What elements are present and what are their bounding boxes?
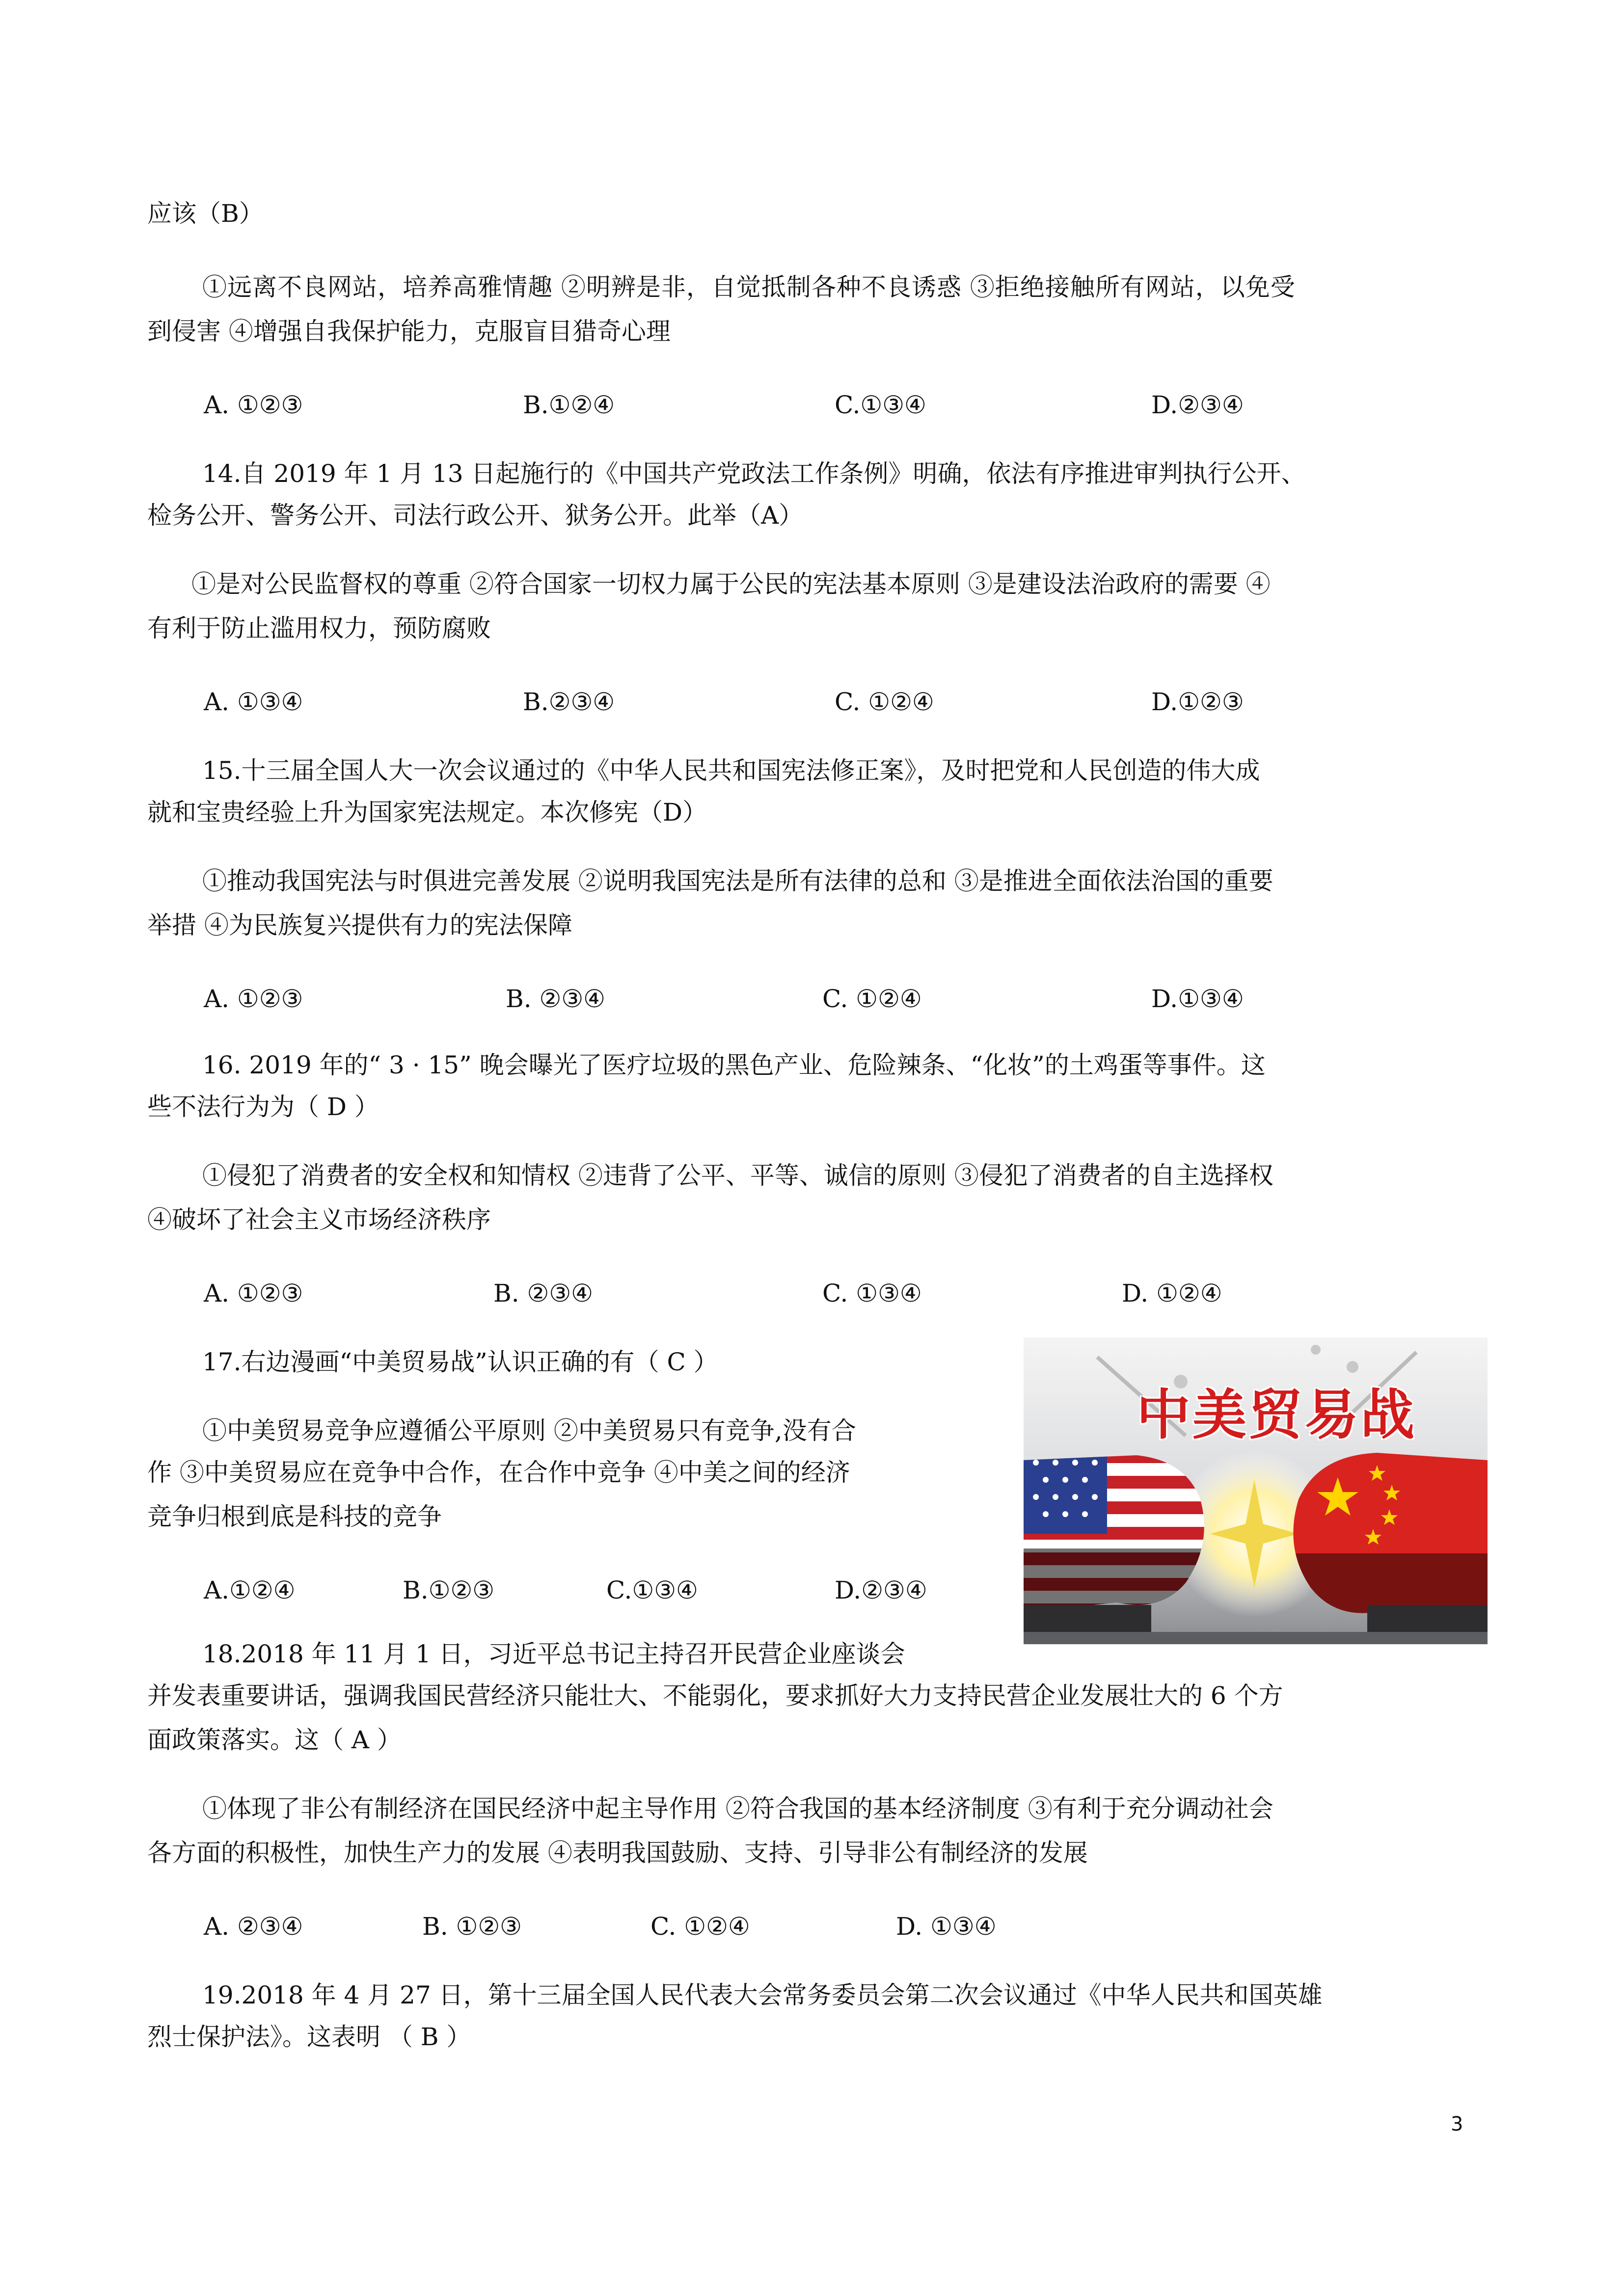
q17-statements-line1: ①中美贸易竞争应遵循公平原则 ②中美贸易只有竞争,没有合 — [202, 1416, 856, 1445]
q16-stem-line1: 16. 2019 年的“ 3 · 15” 晚会曝光了医疗垃圾的黑色产业、危险辣条、“化妆”的土鸡蛋等事件。这 — [202, 1051, 1266, 1079]
q17-option-b: B.①②③ — [403, 1576, 495, 1604]
q19-stem-line1: 19.2018 年 4 月 27 日，第十三届全国人民代表大会常务委员会第二次会议通过《中华人民共和国英雄 — [202, 1981, 1323, 2009]
q18-statements-line1: ①体现了非公有制经济在国民经济中起主导作用 ②符合我国的基本经济制度 ③有利于充分调动社会 — [202, 1794, 1273, 1823]
q13-option-b: B.①②④ — [523, 391, 615, 419]
q17-option-c: C.①③④ — [606, 1576, 698, 1604]
q15-option-c: C. ①②④ — [822, 985, 922, 1013]
q16-option-d: D. ①②④ — [1122, 1279, 1222, 1308]
q15-statements-line1: ①推动我国宪法与时俱进完善发展 ②说明我国宪法是所有法律的总和 ③是推进全面依法治国的重要 — [202, 867, 1273, 895]
q17-statements-line3: 竞争归根到底是科技的竞争 — [147, 1502, 442, 1531]
q16-option-b: B. ②③④ — [493, 1279, 594, 1308]
q19-stem-line2: 烈士保护法》。这表明 （ B ） — [147, 2023, 471, 2051]
q17-statements-line2: 作 ③中美贸易应在竞争中合作，在合作中竞争 ④中美之间的经济 — [147, 1458, 850, 1487]
cartoon-title: 中美贸易战 — [1137, 1384, 1416, 1446]
q16-statements-line1: ①侵犯了消费者的安全权和知情权 ②违背了公平、平等、诚信的原则 ③侵犯了消费者的自主选择权 — [202, 1161, 1273, 1190]
q17-option-a: A.①②④ — [204, 1576, 296, 1604]
q16-statements-line2: ④破坏了社会主义市场经济秩序 — [147, 1205, 491, 1234]
q15-stem-line1: 15.十三届全国人大一次会议通过的《中华人民共和国宪法修正案》，及时把党和人民创造的伟大成 — [202, 756, 1260, 785]
q14-option-a: A. ①③④ — [204, 688, 303, 716]
q13-statements-line1: ①远离不良网站，培养高雅情趣 ②明辨是非，自觉抵制各种不良诱惑 ③拒绝接触所有网站，以免受 — [202, 273, 1296, 301]
q14-stem-line1: 14.自 2019 年 1 月 13 日起施行的《中国共产党政法工作条例》明确，依法有序推进审判执行公开、 — [202, 459, 1306, 488]
q18-statements-line2: 各方面的积极性，加快生产力的发展 ④表明我国鼓励、支持、引导非公有制经济的发展 — [147, 1839, 1088, 1867]
q15-statements-line2: 举措 ④为民族复兴提供有力的宪法保障 — [147, 911, 572, 939]
q15-option-a: A. ①②③ — [204, 985, 303, 1013]
q13-option-d: D.②③④ — [1151, 391, 1244, 419]
q16-option-a: A. ①②③ — [204, 1279, 303, 1308]
q17-stem: 17.右边漫画“中美贸易战”认识正确的有（ C ） — [202, 1348, 718, 1376]
q18-stem-line1: 18.2018 年 11 月 1 日，习近平总书记主持召开民营企业座谈会 — [202, 1640, 905, 1668]
q18-option-b: B. ①②③ — [422, 1912, 522, 1941]
q14-stem-line2: 检务公开、警务公开、司法行政公开、狱务公开。此举（A） — [147, 501, 804, 530]
q14-option-d: D.①②③ — [1151, 688, 1244, 716]
q15-stem-line2: 就和宝贵经验上升为国家宪法规定。本次修宪（D） — [147, 798, 707, 827]
q13-stem-tail: 应该（B） — [147, 199, 264, 228]
q14-statements-line2: 有利于防止滥用权力，预防腐败 — [147, 614, 491, 642]
q16-stem-line2: 些不法行为为（ D ） — [147, 1093, 379, 1121]
q18-option-c: C. ①②④ — [650, 1912, 750, 1941]
q18-stem-line2: 并发表重要讲话，强调我国民营经济只能壮大、不能弱化，要求抓好大力支持民营企业发展壮大的 6 个方 — [147, 1682, 1283, 1710]
q15-option-b: B. ②③④ — [506, 985, 606, 1013]
q14-statements-line1: ①是对公民监督权的尊重 ②符合国家一切权力属于公民的宪法基本原则 ③是建设法治政府的需要 ④ — [191, 570, 1271, 598]
q13-option-a: A. ①②③ — [204, 391, 303, 419]
q14-option-b: B.②③④ — [523, 688, 615, 716]
q17-option-d: D.②③④ — [835, 1576, 927, 1604]
q18-stem-line3: 面政策落实。这（ A ） — [147, 1726, 402, 1754]
page-number: 3 — [1451, 2113, 1463, 2136]
q18-option-a: A. ②③④ — [204, 1912, 303, 1941]
q13-statements-line2: 到侵害 ④增强自我保护能力，克服盲目猎奇心理 — [147, 317, 671, 346]
q14-option-c: C. ①②④ — [835, 688, 934, 716]
q13-option-c: C.①③④ — [835, 391, 926, 419]
q15-option-d: D.①③④ — [1151, 985, 1244, 1013]
trade-war-cartoon — [1024, 1337, 1488, 1644]
q18-option-d: D. ①③④ — [896, 1912, 997, 1941]
q16-option-c: C. ①③④ — [822, 1279, 922, 1308]
